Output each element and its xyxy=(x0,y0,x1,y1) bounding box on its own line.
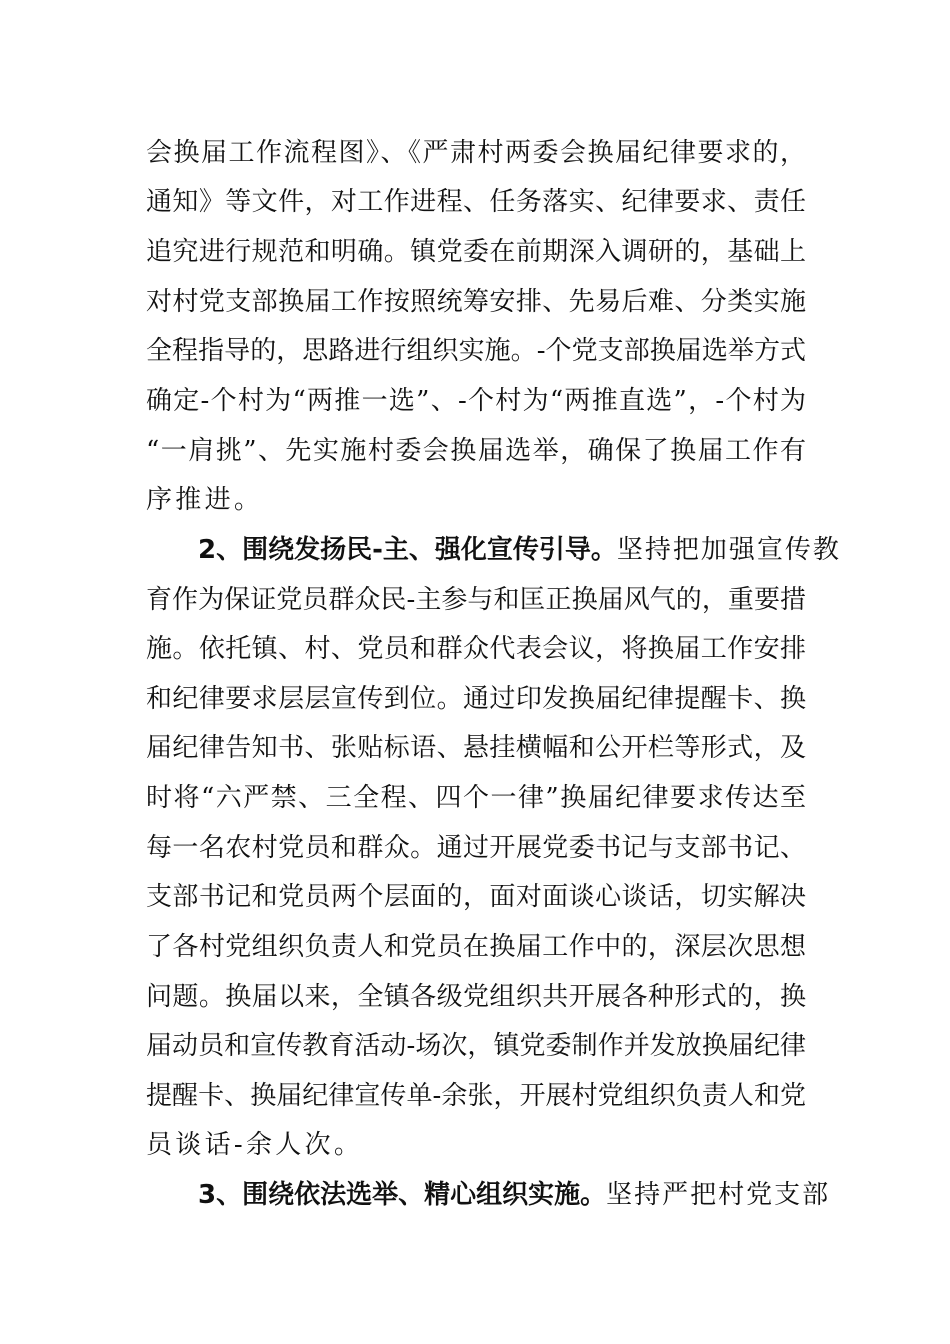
paragraph-line: 育作为保证党员群众民-主参与和匡正换届风气的，重要措 xyxy=(146,585,806,615)
paragraph-line: 问题。换届以来，全镇各级党组织共开展各种形式的，换 xyxy=(146,982,806,1012)
paragraph-line: 员谈话-余人次。 xyxy=(146,1130,364,1160)
paragraph-first-line xyxy=(198,532,841,568)
section-heading: 2、围绕发扬民-主、强化宣传引导。 xyxy=(198,535,617,565)
paragraph-line: 支部书记和党员两个层面的，面对面谈心谈话，切实解决 xyxy=(146,882,806,912)
section-heading: 3、围绕依法选举、精心组织实施。 xyxy=(198,1180,607,1210)
paragraph-text: 坚持严把村党支部 xyxy=(606,1180,831,1210)
paragraph-line: 对村党支部换届工作按照统筹安排、先易后难、分类实施 xyxy=(146,287,806,317)
paragraph-line: 了各村党组织负责人和党员在换届工作中的，深层次思想 xyxy=(146,932,806,962)
paragraph-line: 全程指导的，思路进行组织实施。-个党支部换届选举方式 xyxy=(146,336,806,366)
paragraph-line: 时将“六严禁、三全程、四个一律”换届纪律要求传达至 xyxy=(146,783,806,813)
paragraph-line: 施。依托镇、村、党员和群众代表会议，将换届工作安排 xyxy=(146,634,806,664)
paragraph-line: 会换届工作流程图》、《严肃村两委会换届纪律要求的， xyxy=(146,138,806,168)
paragraph-line: 通知》等文件，对工作进程、任务落实、纪律要求、责任 xyxy=(146,187,806,217)
paragraph-text: 坚持把加强宣传教 xyxy=(616,535,841,565)
paragraph-line: 确定-个村为“两推一选”、-个村为“两推直选”，-个村为 xyxy=(146,386,806,416)
paragraph-line: 届动员和宣传教育活动-场次，镇党委制作并发放换届纪律 xyxy=(146,1031,806,1061)
paragraph-line: 提醒卡、换届纪律宣传单-余张，开展村党组织负责人和党 xyxy=(146,1081,806,1111)
paragraph-line: 追究进行规范和明确。镇党委在前期深入调研的，基础上 xyxy=(146,237,806,267)
paragraph-line: 和纪律要求层层宣传到位。通过印发换届纪律提醒卡、换 xyxy=(146,684,806,714)
paragraph-line: 每一名农村党员和群众。通过开展党委书记与支部书记、 xyxy=(146,833,806,863)
paragraph-line: 届纪律告知书、张贴标语、悬挂横幅和公开栏等形式，及 xyxy=(146,733,806,763)
paragraph-first-line xyxy=(198,1177,831,1213)
paragraph-line: “一肩挑”、先实施村委会换届选举，确保了换届工作有 xyxy=(146,436,806,466)
paragraph-line: 序推进。 xyxy=(146,485,264,515)
